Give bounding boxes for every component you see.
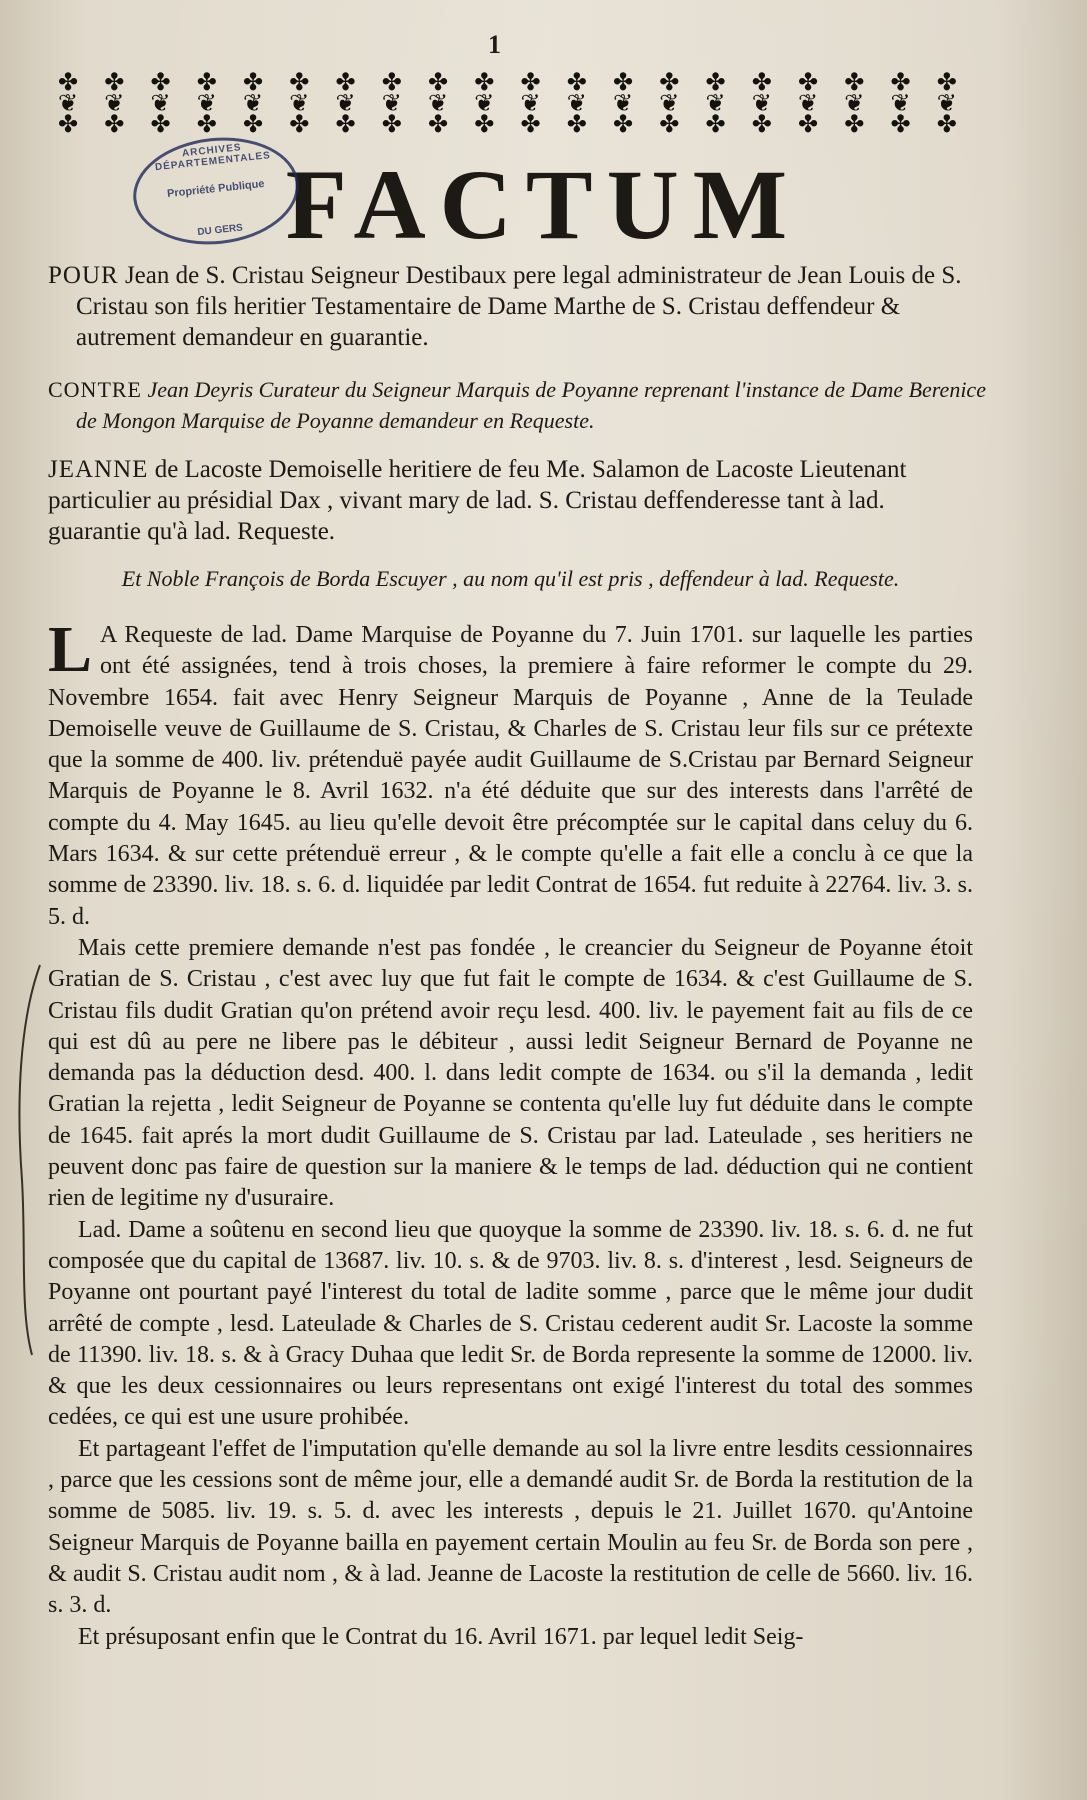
party-jeanne (48, 454, 973, 547)
fleuron-ornament-icon: ✤ ❦ ✤ (57, 69, 79, 138)
stamp-bottom-text: DU GERS (196, 222, 244, 239)
ornamental-header-band (50, 58, 965, 150)
fleuron-ornament-icon: ✤ ❦ ✤ (797, 69, 819, 138)
fleuron-ornament-icon: ✤ ❦ ✤ (659, 69, 680, 138)
fleuron-ornament-icon: ✤ ❦ ✤ (936, 69, 957, 138)
page-number: 1 (488, 30, 501, 59)
jeanne-lead: JEANNE (48, 456, 149, 483)
jeanne-text: de Lacoste Demoiselle heritiere de feu Me. Salamon de Lacoste Lieutenant particulier au présidial Dax , vivant mary de lad. S. Cristau deffenderesse tant à lad. guarantie qu'à lad. Requeste. (48, 456, 907, 545)
margin-ink-mark (12, 960, 52, 1360)
document-body (48, 613, 973, 1653)
paragraph-3: Lad. Dame a soûtenu en second lieu que quoyque la somme de 23390. liv. 18. s. 6. d. ne fut composée que du capital de 13687. liv. 10. s. & de 9703. liv. 8. s. d'interest , lesd. Seigneurs de Poyanne ont pourtant payé l'interest du total de ladite somme , parce que le même jour dudit arrêté de compte , lesd. Lateulade & Charles de S. Cristau cederent audit Sr. Lacoste la somme de 11390. liv. 18. s. & à Gracy Duhaa que ledit Sr. de Borda represente la somme de 12000. liv. & que les deux cessionnaires ou leurs representans ont exigé l'interest du total des sommes cedées, ce qui est une usure prohibée. (48, 1216, 973, 1431)
fleuron-ornament-icon: ✤ ❦ ✤ (289, 69, 310, 138)
party-pour (48, 260, 973, 353)
paragraph-2: Mais cette premiere demande n'est pas fondée , le creancier du Seigneur de Poyanne étoit Gratian de S. Cristau , c'est avec luy que fut fait le compte de 1634. & c'est Guillaume de S. Cristau fils dudit Gratian qu'on prétend avoir reçu lesd. 400. liv. le payement fait au fils de ce qui est dû au pere ne libere pas le débiteur , aussi ledit Seigneur Bernard de Poyanne ne demanda pas la déduction desd. 400. l. dans ledit compte de 1634. ou s'il la demanda , ledit Gratian la rejetta , ledit Seigneur de Poyanne se contenta qu'elle luy fut déduite dans le compte de 1645. fait aprés la mort dudit Guillaume de S. Cristau par lad. Lateulade , ses heritiers ne peuvent donc pas faire de question sur la maniere & le temps de lad. déduction qui ne contient rien de legitime ny d'usuraire. (48, 934, 973, 1212)
drop-cap: L (48, 613, 93, 686)
paragraph-1-text: A Requeste de lad. Dame Marquise de Poyanne du 7. Juin 1701. sur laquelle les parties ont été assignées, tend à trois choses, la premiere à faire reformer le compte du 29. Novembre 1654. fait avec Henry Seigneur Marquis de Poyanne , Anne de la Teulade Demoiselle veuve de Guillaume de S. Cristau, & Charles de S. Cristau leur fils sur ce prétexte que la somme de 400. liv. prétenduë payée audit Guillaume de S.Cristau par Bernard Seigneur Marquis de Poyanne le 8. Avril 1632. n'a été déduite que sur des interests dans l'arrêté de compte du 4. May 1645. au lieu qu'elle devoit être précomptée sur le capital dans celuy du 6. Mars 1634. & sur cette prétenduë erreur , & le compte qu'elle a fait elle a conclu à ce que la somme de 23390. liv. 18. s. 6. d. liquidée par ledit Contrat de 1654. fut reduite à 22764. liv. 3. s. 5. d. (48, 622, 973, 930)
fleuron-ornament-icon: ✤ ❦ ✤ (520, 69, 541, 138)
fleuron-ornament-icon: ✤ ❦ ✤ (612, 69, 634, 138)
paragraph-4: Et partageant l'effet de l'imputation qu'elle demande au sol la livre entre lesdits cessionnaires , parce que les cessions sont de même jour, elle a demandé audit Sr. de Borda la restitution de la somme de 5085. liv. 19. s. 5. d. avec les interests , depuis le 21. Juillet 1670. qu'Antoine Seigneur Marquis de Poyanne bailla en payement certain Moulin au feu Sr. de Borda son pere , & audit S. Cristau audit nom , & à lad. Jeanne de Lacoste la restitution de celle de 5660. liv. 16. s. 3. d. (48, 1435, 973, 1619)
fleuron-ornament-icon: ✤ ❦ ✤ (427, 69, 449, 138)
party-noble: Et Noble François de Borda Escuyer , au nom qu'il est pris , deffendeur à lad. Requeste. (121, 566, 900, 591)
contre-text: Jean Deyris Curateur du Seigneur Marquis de Poyanne reprenant l'instance de Dame Berenice de Mongon Marquise de Poyanne demandeur en Requeste. (76, 377, 986, 433)
document-title: FACTUM (285, 149, 802, 260)
fleuron-ornament-icon: ✤ ❦ ✤ (844, 69, 865, 138)
fleuron-ornament-icon: ✤ ❦ ✤ (566, 69, 587, 138)
fleuron-ornament-icon: ✤ ❦ ✤ (751, 69, 772, 138)
fleuron-ornament-icon: ✤ ❦ ✤ (474, 69, 495, 138)
fleuron-ornament-icon: ✤ ❦ ✤ (150, 69, 171, 138)
pour-text: Jean de S. Cristau Seigneur Destibaux pere legal administrateur de Jean Louis de S. Cristau son fils heritier Testamentaire de Dame Marthe de S. Cristau deffendeur & autrement demandeur en guarantie. (76, 262, 962, 351)
fleuron-ornament-icon: ✤ ❦ ✤ (196, 69, 217, 138)
fleuron-ornament-icon: ✤ ❦ ✤ (104, 69, 125, 138)
fleuron-ornament-icon: ✤ ❦ ✤ (242, 69, 264, 138)
fleuron-ornament-icon: ✤ ❦ ✤ (335, 69, 356, 138)
stamp-middle-text: Propriété Publique (166, 177, 266, 201)
fleuron-ornament-icon: ✤ ❦ ✤ (705, 69, 726, 138)
pour-lead: POUR (48, 262, 119, 289)
party-contre (48, 374, 1001, 436)
stamp-top-text: ARCHIVES DÉPARTEMENTALES (154, 142, 272, 174)
paragraph-1 (48, 613, 973, 933)
contre-lead: CONTRE (48, 377, 142, 402)
fleuron-ornament-icon: ✤ ❦ ✤ (890, 69, 911, 138)
paragraph-5: Et présuposant enfin que le Contrat du 16. Avril 1671. par lequel ledit Seig- (78, 1623, 804, 1650)
fleuron-ornament-icon: ✤ ❦ ✤ (381, 69, 402, 138)
